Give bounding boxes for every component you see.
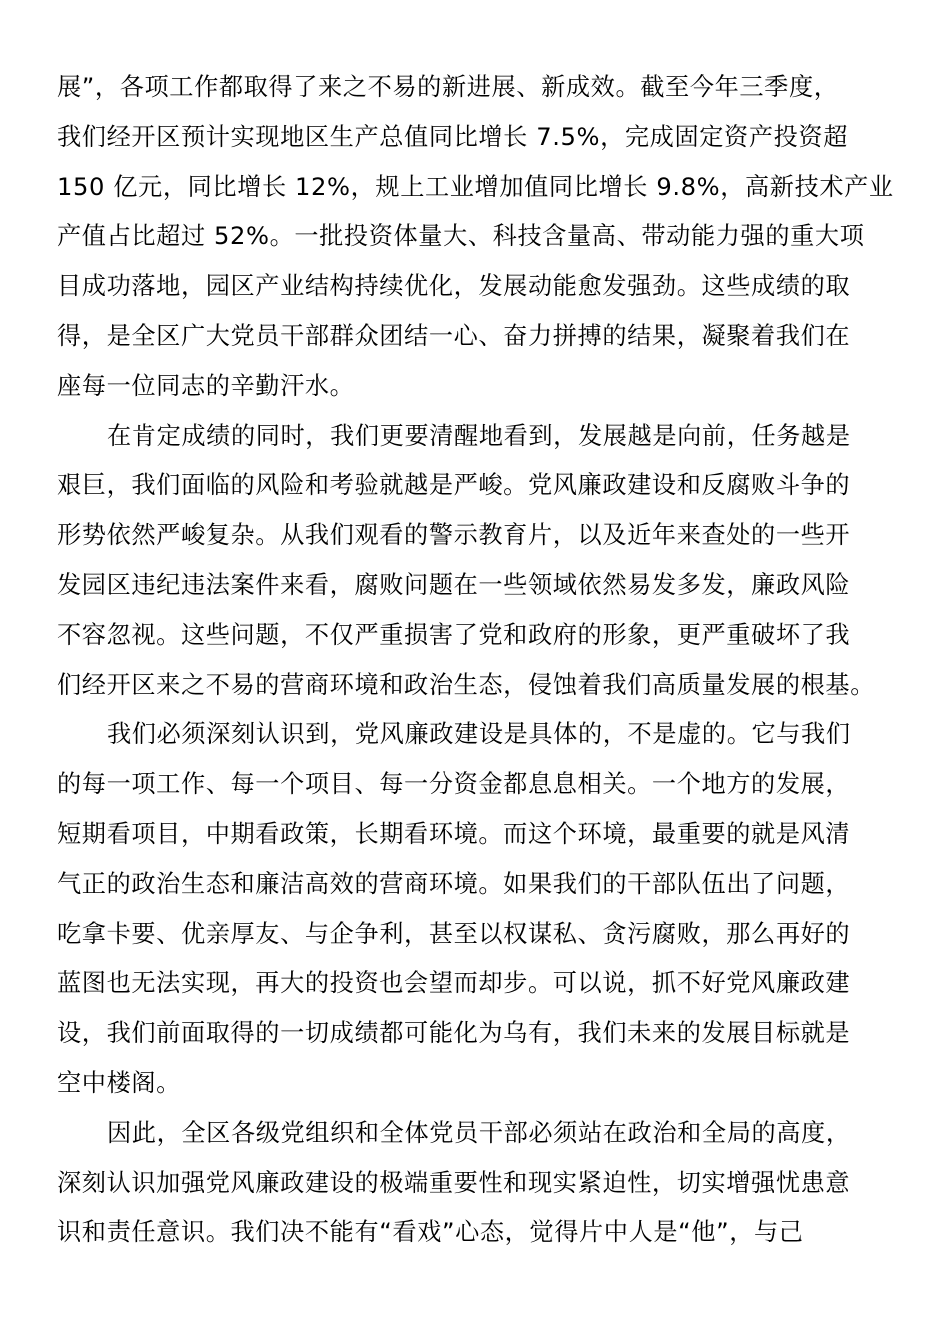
document-body [57, 72, 894, 1267]
text-line: 得，是全区广大党员干部群众团结一心、奋力拼搏的结果，凝聚着我们在 [57, 321, 851, 350]
text-line: 我们必须深刻认识到，党风廉政建设是具体的，不是虚的。它与我们 [107, 720, 851, 749]
text-line: 深刻认识加强党风廉政建设的极端重要性和现实紧迫性，切实增强忧患意 [57, 1168, 851, 1197]
paragraph-2 [57, 421, 887, 720]
text-line: 空中楼阁。 [57, 1068, 181, 1097]
text-line: 展”，各项工作都取得了来之不易的新进展、新成效。截至今年三季度， [57, 73, 839, 101]
text-line: 气正的政治生态和廉洁高效的营商环境。如果我们的干部队伍出了问题， [57, 869, 851, 898]
text-line: 的每一项工作、每一个项目、每一分资金都息息相关。一个地方的发展， [57, 770, 851, 799]
text-line: 识和责任意识。我们决不能有“看戏”心态，觉得片中人是“他”，与己 [57, 1218, 804, 1247]
text-line: 座每一位同志的辛勤汗水。 [57, 371, 355, 400]
text-line: 们经开区来之不易的营商环境和政治生态，侵蚀着我们高质量发展的根基。 [57, 670, 875, 699]
text-line: 短期看项目，中期看政策，长期看环境。而这个环境，最重要的就是风清 [57, 819, 851, 848]
text-line: 因此，全区各级党组织和全体党员干部必须站在政治和全局的高度， [107, 1118, 851, 1147]
text-line: 我们经开区预计实现地区生产总值同比增长 7.5%，完成固定资产投资超 [57, 122, 848, 151]
text-line: 目成功落地，园区产业结构持续优化，发展动能愈发强劲。这些成绩的取 [57, 272, 851, 301]
text-line: 产值占比超过 52%。一批投资体量大、科技含量高、带动能力强的重大项 [57, 222, 865, 251]
text-line: 不容忽视。这些问题，不仅严重损害了党和政府的形象，更严重破坏了我 [57, 620, 851, 649]
text-line: 设，我们前面取得的一切成绩都可能化为乌有，我们未来的发展目标就是 [57, 1019, 851, 1048]
text-line: 蓝图也无法实现，再大的投资也会望而却步。可以说，抓不好党风廉政建 [57, 969, 851, 998]
text-line: 艰巨，我们面临的风险和考验就越是严峻。党风廉政建设和反腐败斗争的 [57, 471, 851, 500]
text-line: 150 亿元，同比增长 12%，规上工业增加值同比增长 9.8%，高新技术产业 [57, 172, 894, 201]
text-line: 吃拿卡要、优亲厚友、与企争利，甚至以权谋私、贪污腐败，那么再好的 [57, 919, 851, 948]
paragraph-4 [57, 1118, 887, 1267]
text-line: 形势依然严峻复杂。从我们观看的警示教育片，以及近年来查处的一些开 [57, 521, 851, 550]
paragraph-3 [57, 719, 887, 1117]
text-line: 发园区违纪违法案件来看，腐败问题在一些领域依然易发多发，廉政风险 [57, 570, 851, 599]
text-line: 在肯定成绩的同时，我们更要清醒地看到，发展越是向前，任务越是 [107, 421, 851, 450]
paragraph-1 [57, 72, 894, 421]
